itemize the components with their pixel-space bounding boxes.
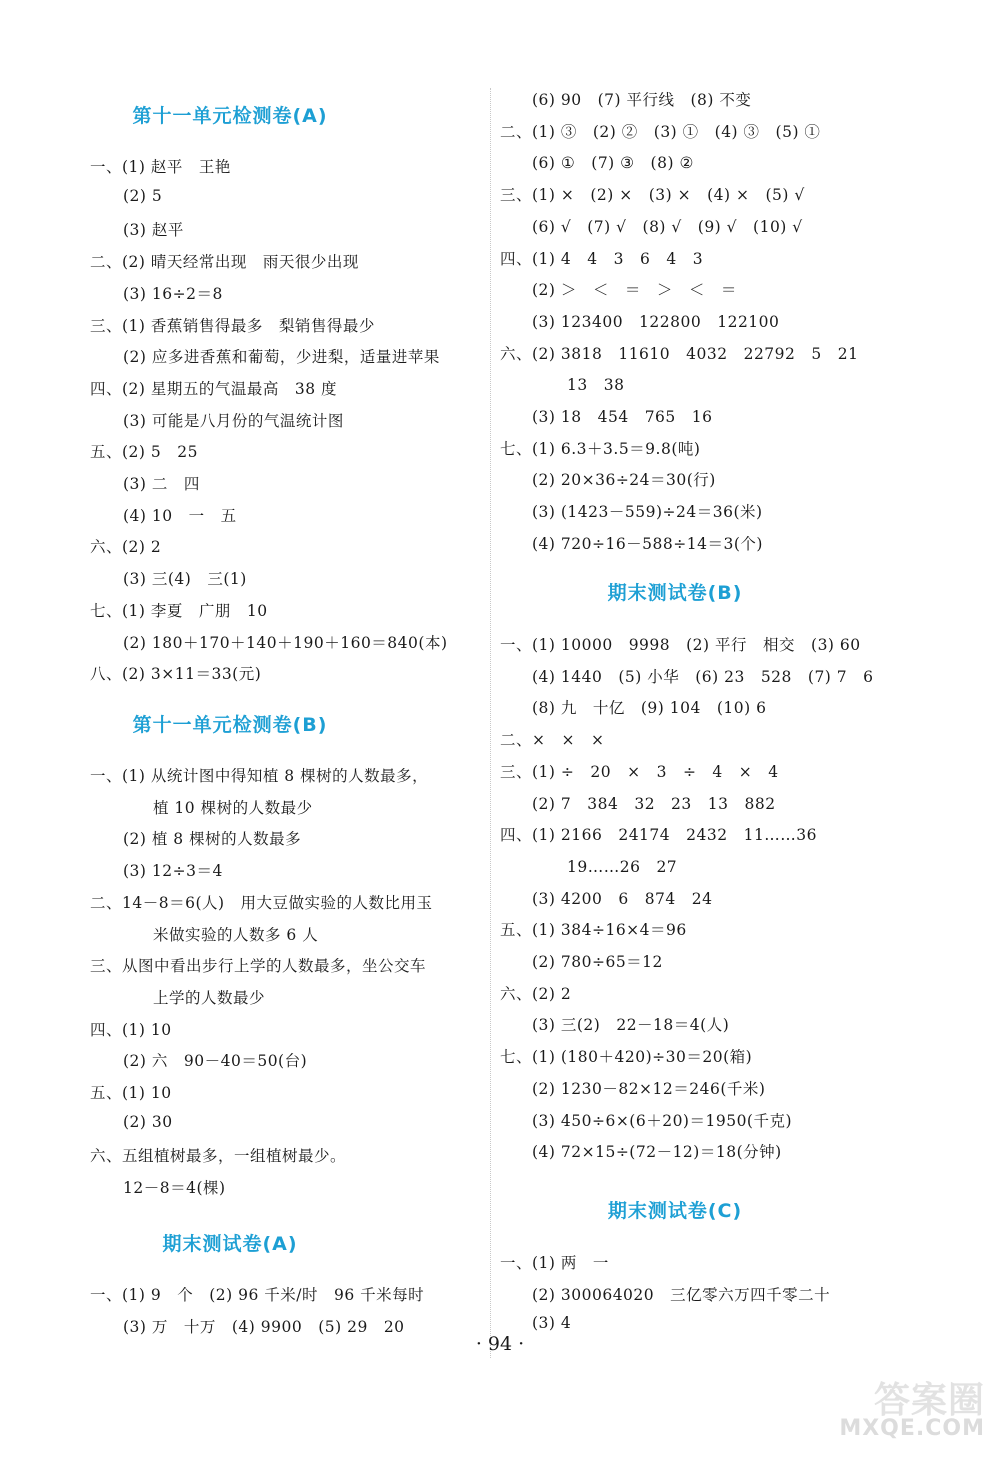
watermark-logo [820, 1372, 985, 1444]
answer-line: (2) 180＋170＋140＋190＋160＝840(本) [123, 633, 448, 652]
answer-line: (2) 20×36÷24＝30(行) [532, 471, 716, 490]
answer-line: (2) 300064020 三亿零六万四千零二十 [532, 1285, 831, 1304]
answer-line: (3) 可能是八月份的气温统计图 [123, 411, 344, 430]
answer-line: 四、(1) 10 [90, 1020, 172, 1039]
answer-line: 19……26 27 [567, 857, 678, 876]
answer-line: (2) 30 [123, 1112, 173, 1131]
answer-line: 植 10 棵树的人数最少 [153, 798, 313, 817]
page-number: · 94 · [475, 1333, 525, 1355]
column-divider [490, 88, 491, 1358]
answer-line: 二、14－8＝6(人) 用大豆做实验的人数比用玉 [90, 893, 433, 912]
answer-line: 五、(1) 10 [90, 1084, 172, 1102]
answer-line: 三、从图中看出步行上学的人数最多，坐公交车 [90, 957, 427, 976]
section-title: 期末测试卷(C) [607, 1200, 743, 1222]
answer-line: 上学的人数最少 [153, 988, 266, 1007]
answer-line: 三、(1) 香蕉销售得最多 梨销售得最少 [90, 316, 375, 335]
answer-line: (2) 780÷65＝12 [532, 953, 663, 971]
answer-line: 八、(2) 3×11＝33(元) [90, 665, 262, 684]
answer-line: (3) 赵平 [123, 221, 184, 240]
section-title: 第十一单元检测卷(B) [132, 714, 328, 736]
answer-line: 一、(1) 10000 9998 (2) 平行 相交 (3) 60 [500, 636, 861, 654]
answer-line: 六、(2) 3818 11610 4032 22792 5 21 [500, 344, 859, 363]
answer-line: 六、(2) 2 [500, 984, 572, 1003]
answer-line: (2) ＞ ＜ ＝ ＞ ＜ ＝ [532, 281, 737, 300]
answer-line: 一、(1) 两 一 [500, 1254, 609, 1272]
answer-line: 七、(1) (180＋420)÷30＝20(箱) [500, 1048, 753, 1067]
answer-line: (3) 万 十万 (4) 9900 (5) 29 20 [123, 1317, 405, 1336]
section-title: 期末测试卷(B) [607, 582, 743, 604]
answer-line: (6) 90 (7) 平行线 (8) 不变 [532, 91, 752, 109]
answer-line: 四、(2) 星期五的气温最高 38 度 [90, 379, 338, 398]
answer-line: 一、(1) 从统计图中得知植 8 棵树的人数最多， [90, 767, 429, 785]
answer-line: 三、(1) × (2) × (3) × (4) × (5) √ [500, 186, 805, 205]
answer-line: (3) 12÷3＝4 [123, 862, 223, 881]
answer-line: (3) 4200 6 874 24 [532, 889, 713, 908]
answer-line: 三、(1) ÷ 20 × 3 ÷ 4 × 4 [500, 762, 779, 781]
answer-line: 五、(1) 384÷16×4＝96 [500, 921, 687, 940]
answer-line: 二、× × × [500, 731, 605, 750]
answer-line: 六、五组植树最多，一组植树最少。 [90, 1147, 347, 1166]
answer-line: 二、(2) 晴天经常出现 雨天很少出现 [90, 253, 359, 272]
answer-line: (4) 720÷16－588÷14＝3(个) [532, 534, 763, 553]
answer-line: 一、(1) 赵平 王艳 [90, 158, 231, 176]
answer-line: 四、(1) 4 4 3 6 4 3 [500, 249, 704, 268]
answer-line: 五、(2) 5 25 [90, 443, 198, 462]
answer-line: 12－8＝4(棵) [123, 1179, 226, 1198]
answer-line: (8) 九 十亿 (9) 104 (10) 6 [532, 699, 767, 718]
answer-line: 二、(1) ③ (2) ② (3) ① (4) ③ (5) ① [500, 122, 821, 141]
answer-line: (4) 72×15÷(72－12)＝18(分钟) [532, 1143, 782, 1162]
section-title: 第十一单元检测卷(A) [132, 105, 328, 127]
answer-line: (6) √ (7) √ (8) √ (9) √ (10) √ [532, 217, 803, 236]
watermark-bottom: MXQE.COM [839, 1416, 985, 1441]
answer-line: (3) 123400 122800 122100 [532, 312, 780, 331]
answer-line: (4) 10 一 五 [123, 506, 237, 525]
answer-line: (2) 1230－82×12＝246(千米) [532, 1079, 766, 1098]
answer-line: (3) 4 [532, 1314, 572, 1333]
answer-line: (3) 三(2) 22－18＝4(人) [532, 1016, 730, 1035]
answer-line: (2) 7 384 32 23 13 882 [532, 794, 776, 813]
answer-line: 一、(1) 9 个 (2) 96 千米/时 96 千米每时 [90, 1286, 425, 1304]
answer-line: (3) (1423－559)÷24＝36(米) [532, 503, 763, 522]
answer-line: (3) 二 四 [123, 475, 200, 493]
answer-line: (3) 三(4) 三(1) [123, 570, 247, 589]
watermark-top: 答案圈 [873, 1380, 985, 1421]
answer-line: (2) 植 8 棵树的人数最多 [123, 830, 302, 849]
answer-line: 四、(1) 2166 24174 2432 11……36 [500, 826, 818, 845]
answer-line: (2) 应多进香蕉和葡萄，少进梨，适量进苹果 [123, 348, 440, 367]
section-title: 期末测试卷(A) [162, 1233, 298, 1255]
answer-line: (3) 16÷2＝8 [123, 284, 223, 303]
answer-line: 七、(1) 6.3＋3.5＝9.8(吨) [500, 439, 701, 458]
answer-line: 七、(1) 李夏 广朋 10 [90, 601, 268, 620]
answer-line: (2) 六 90－40＝50(台) [123, 1052, 308, 1071]
answer-line: (4) 1440 (5) 小华 (6) 23 528 (7) 7 6 [532, 667, 874, 686]
answer-line: (2) 5 [123, 186, 163, 205]
answer-line: (6) ① (7) ③ (8) ② [532, 154, 694, 173]
answer-line: (3) 18 454 765 16 [532, 408, 713, 426]
answer-line: 六、(2) 2 [90, 538, 162, 557]
answer-line: (3) 450÷6×(6＋20)＝1950(千克) [532, 1111, 793, 1130]
answer-line: 13 38 [567, 376, 625, 395]
answer-line: 米做实验的人数多 6 人 [153, 925, 319, 944]
